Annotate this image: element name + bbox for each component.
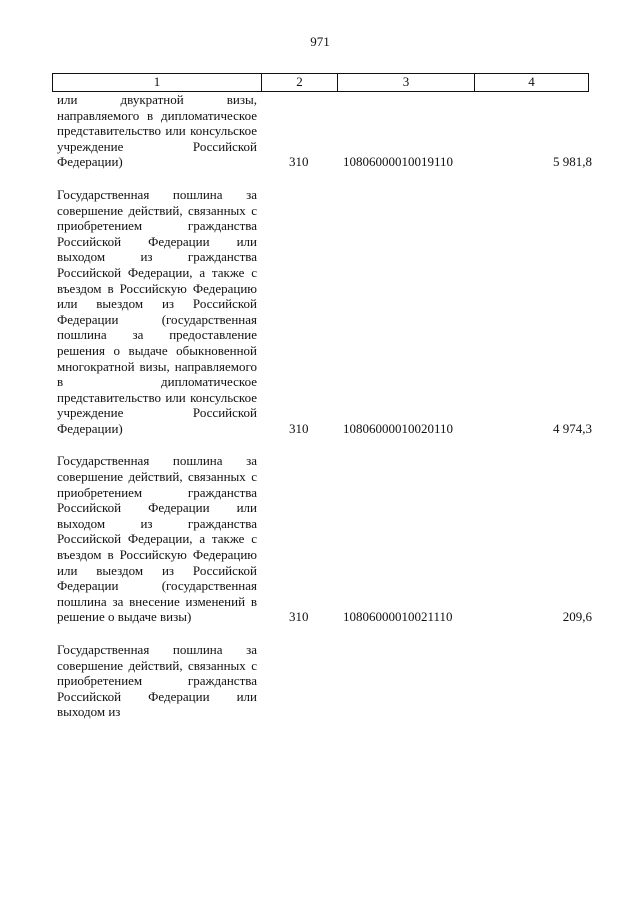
table-body: [57, 92, 597, 737]
row-kbk: 10806000010020110: [343, 420, 454, 436]
table-row: [57, 187, 597, 437]
row-sum: 5 981,8: [553, 154, 592, 170]
table-row: [57, 92, 597, 170]
row-sum: 4 974,3: [553, 420, 592, 436]
row-kbk: 10806000010021110: [343, 609, 453, 625]
header-col-1: 1: [52, 74, 261, 91]
table-row: [57, 642, 597, 720]
row-name: Государственная пошлина за совершение действий, связанных с приобретением гражданства Российской Федерации или выходом из гражданства Российской Федерации, а также с въездом в Российскую Федерацию или выездом из Российской Федерации (государственная пошлина за предоставление решения о выдаче обыкновенной многократной визы, направляемого в дипломатическое представительство или консульское учреждение Российской Федерации): [57, 186, 257, 436]
row-name: или двукратной визы, направляемого в дипломатическое представительство или консульское учреждение Российской Федерации): [57, 92, 257, 170]
header-col-2: 2: [261, 74, 337, 91]
row-code: 310: [289, 609, 309, 625]
header-col-4: 4: [474, 74, 589, 91]
row-name: Государственная пошлина за совершение действий, связанных с приобретением гражданства Российской Федерации или выходом из: [57, 642, 257, 720]
row-code: 310: [289, 154, 309, 170]
table-header: [52, 73, 589, 92]
row-code: 310: [289, 420, 309, 436]
table-row: [57, 453, 597, 625]
row-kbk: 10806000010019110: [343, 154, 454, 170]
row-sum: 209,6: [562, 609, 592, 625]
row-name: Государственная пошлина за совершение действий, связанных с приобретением гражданства Российской Федерации или выходом из гражданства Российской Федерации, а также с въездом в Российскую Федерацию или выездом из Российской Федерации (государственная пошлина за внесение изменений в решение о выдаче визы): [57, 453, 257, 625]
header-col-3: 3: [337, 74, 474, 91]
page-number: 971: [310, 34, 330, 49]
